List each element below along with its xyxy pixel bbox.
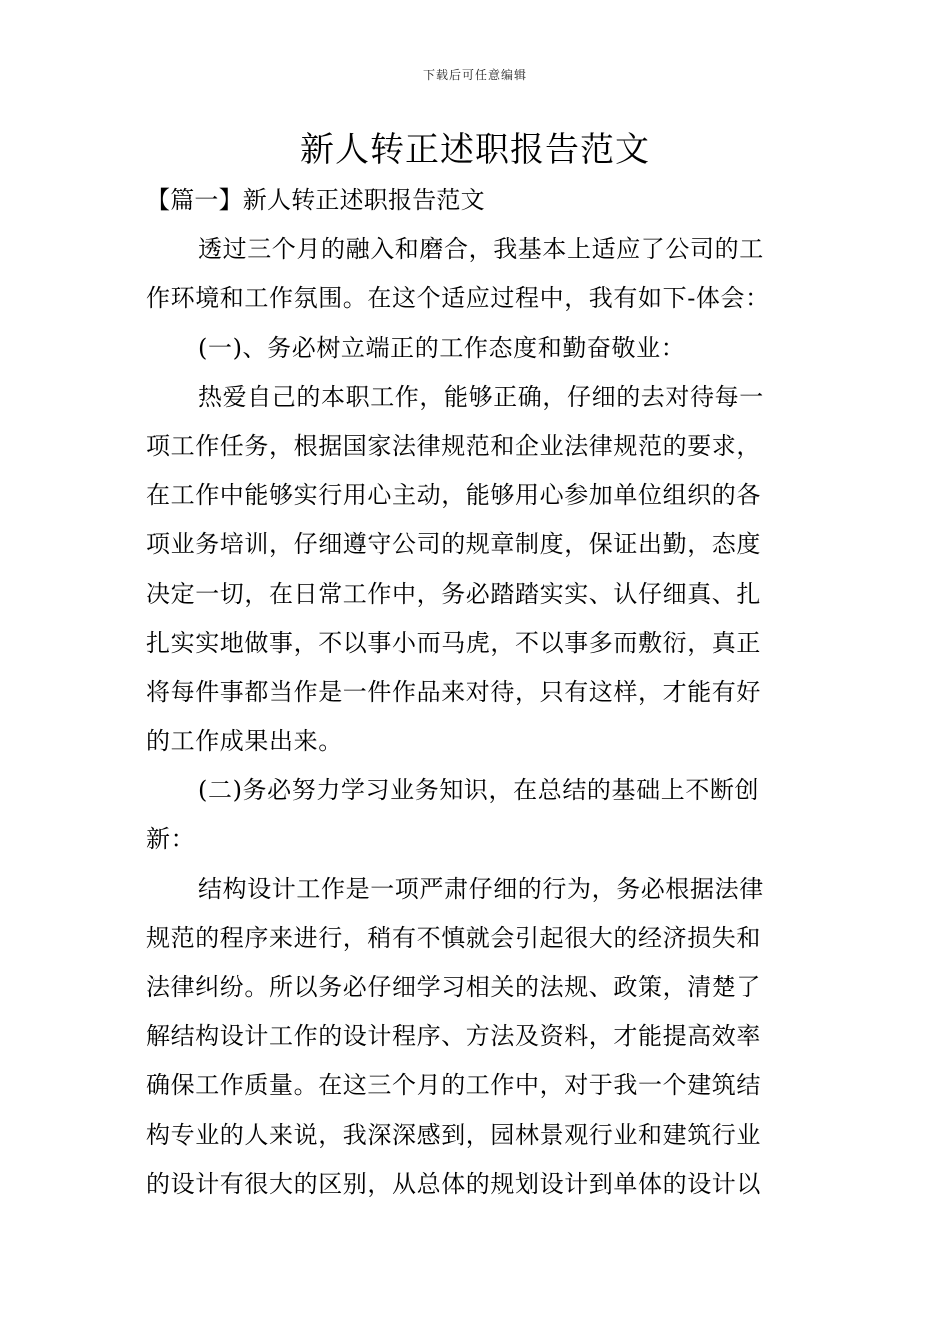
paragraph-line: 新： bbox=[146, 825, 196, 854]
paragraph-line: 将每件事都当作是一件作品来对待，只有这样，才能有好 bbox=[146, 677, 761, 706]
paragraph-line: 解结构设计工作的设计程序、方法及资料，才能提高效率 bbox=[146, 1022, 761, 1051]
subsection-heading: (二)务必努力学习业务知识，在总结的基础上不断创 bbox=[198, 776, 760, 805]
header-note: 下载后可任意编辑 bbox=[422, 68, 527, 82]
paragraph-line: 确保工作质量。在这三个月的工作中，对于我一个建筑结 bbox=[146, 1071, 761, 1100]
paragraph-line: 结构设计工作是一项严肃仔细的行为，务必根据法律 bbox=[198, 874, 764, 903]
paragraph-line: 决定一切，在日常工作中，务必踏踏实实、认仔细真、扎 bbox=[146, 579, 761, 608]
paragraph-line: 扎实实地做事，不以事小而马虎，不以事多而敷衍，真正 bbox=[146, 628, 761, 657]
paragraph-line: 项工作任务，根据国家法律规范和企业法律规范的要求， bbox=[146, 431, 761, 460]
paragraph-line: 透过三个月的融入和磨合，我基本上适应了公司的工 bbox=[198, 235, 764, 264]
section-heading: 【篇一】新人转正述职报告范文 bbox=[146, 186, 485, 214]
subsection-heading: (一)、务必树立端正的工作态度和勤奋敬业： bbox=[198, 333, 686, 362]
paragraph-line: 在工作中能够实行用心主动，能够用心参加单位组织的各 bbox=[146, 481, 761, 510]
document-title: 新人转正述职报告范文 bbox=[300, 130, 650, 170]
paragraph-line: 的工作成果出来。 bbox=[146, 727, 343, 756]
paragraph-line: 热爱自己的本职工作，能够正确，仔细的去对待每一 bbox=[198, 382, 764, 411]
paragraph-line: 法律纠纷。所以务必仔细学习相关的法规、政策，清楚了 bbox=[146, 973, 761, 1001]
paragraph-line: 的设计有很大的区别，从总体的规划设计到单体的设计以 bbox=[146, 1169, 761, 1198]
paragraph-line: 构专业的人来说，我深深感到，园林景观行业和建筑行业 bbox=[146, 1120, 761, 1149]
paragraph-line: 项业务培训，仔细遵守公司的规章制度，保证出勤，态度 bbox=[146, 530, 761, 559]
document-body bbox=[146, 176, 806, 1209]
paragraph-line: 规范的程序来进行，稍有不慎就会引起很大的经济损失和 bbox=[146, 923, 761, 952]
paragraph-line: 作环境和工作氛围。在这个适应过程中，我有如下-体会： bbox=[146, 284, 770, 313]
